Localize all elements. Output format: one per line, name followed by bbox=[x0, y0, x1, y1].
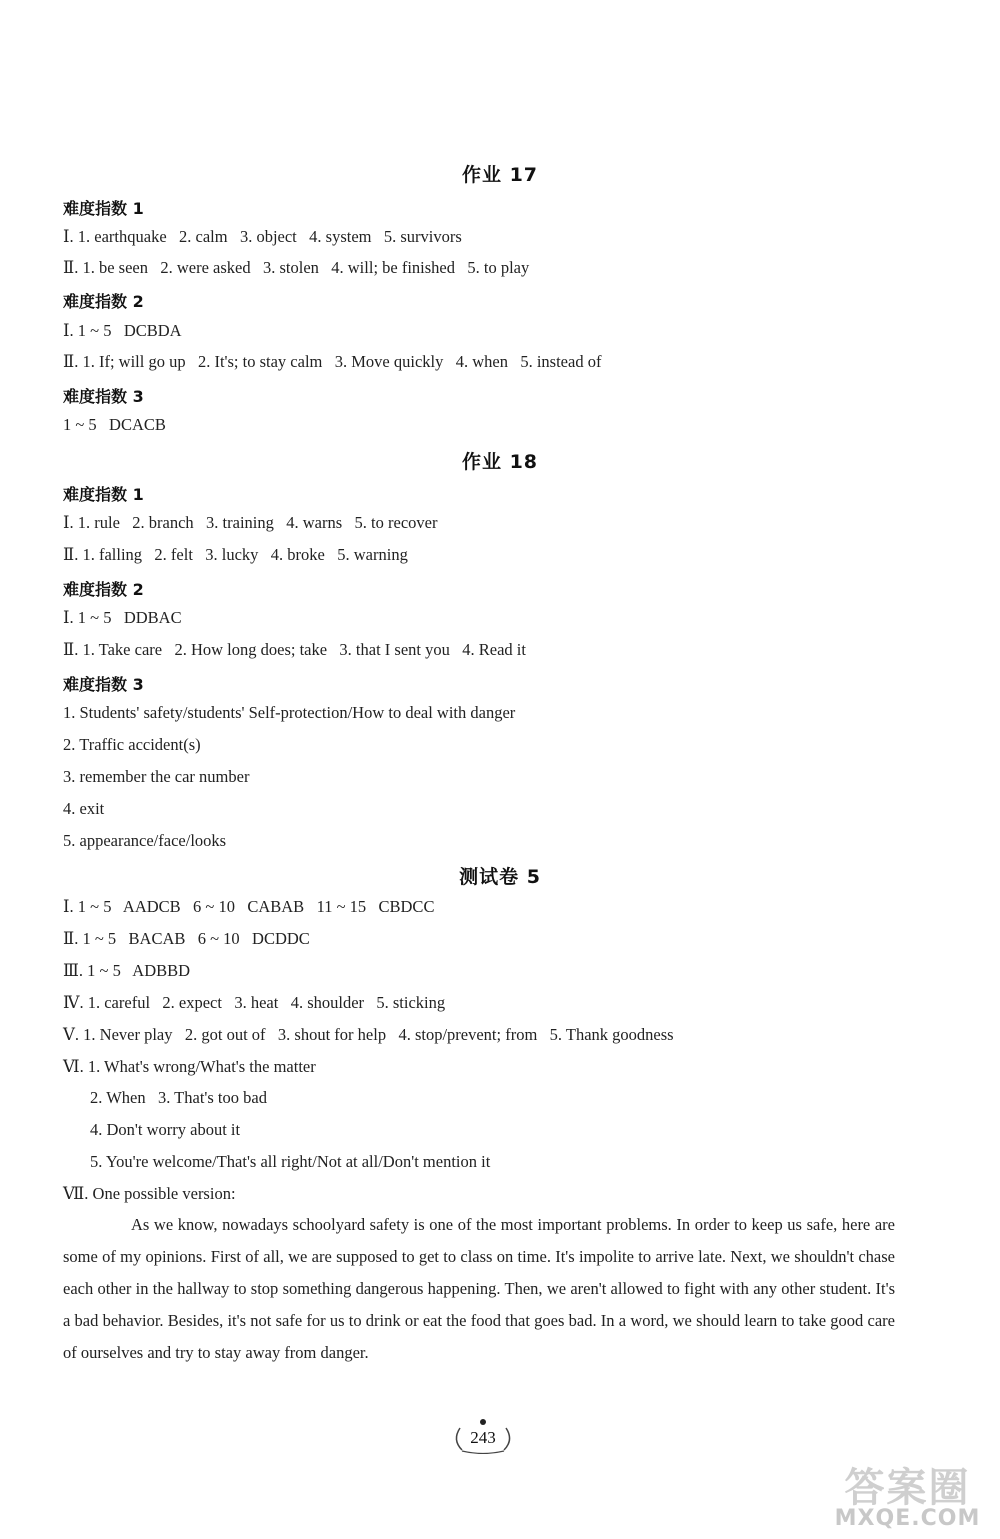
answer-line: Ⅰ. 1 ~ 5 AADCB 6 ~ 10 CABAB 11 ~ 15 CBDCC bbox=[63, 897, 435, 916]
answer-line: 5. You're welcome/That's all right/Not at all/Don't mention it bbox=[90, 1152, 491, 1171]
difficulty-level-label: 难度指数 2 bbox=[63, 292, 144, 311]
writing-label: Ⅶ. One possible version: bbox=[63, 1184, 236, 1203]
answer-line: Ⅵ. 1. What's wrong/What's the matter bbox=[63, 1057, 316, 1076]
answer-line: 2. Traffic accident(s) bbox=[63, 735, 201, 754]
answer-line: Ⅰ. 1. rule 2. branch 3. training 4. warns 5. to recover bbox=[63, 513, 438, 532]
page-number: 243 bbox=[470, 1428, 496, 1447]
answer-line: 3. remember the car number bbox=[63, 767, 250, 786]
answer-line: 4. Don't worry about it bbox=[90, 1120, 241, 1139]
section-title-homework-17: 作业 17 bbox=[461, 164, 539, 186]
answer-line: Ⅱ. 1 ~ 5 BACAB 6 ~ 10 DCDDC bbox=[63, 929, 310, 948]
difficulty-level-label: 难度指数 1 bbox=[63, 199, 144, 218]
section-title-homework-18: 作业 18 bbox=[461, 451, 539, 473]
difficulty-level-label: 难度指数 2 bbox=[63, 580, 144, 599]
answer-line: 1 ~ 5 DCACB bbox=[63, 415, 166, 434]
essay-text: As we know, nowadays schoolyard safety is one of the most important problems. In order to keep us safe, here are some of my opinions. First of all, we are supposed to get to class on time. It's impolite to arrive late. Next, we shouldn't chase each other in the hallway to stop something dangerous happening. Then, we aren't allowed to fight with any other student. It's a bad behavior. Besides, it's not safe for us to drink or eat the food that goes bad. In a word, we should learn to take good care of ourselves and try to stay away from danger. bbox=[63, 1215, 895, 1362]
answer-line: 5. appearance/face/looks bbox=[63, 831, 227, 850]
answer-line: Ⅰ. 1 ~ 5 DCBDA bbox=[63, 321, 182, 340]
difficulty-level-label: 难度指数 3 bbox=[63, 675, 144, 694]
answer-line: 4. exit bbox=[63, 799, 105, 818]
sample-essay bbox=[63, 1209, 895, 1369]
answer-line: Ⅲ. 1 ~ 5 ADBBD bbox=[63, 961, 191, 980]
section-title-test-5: 测试卷 5 bbox=[459, 866, 541, 888]
difficulty-level-label: 难度指数 1 bbox=[63, 485, 144, 504]
answer-line: Ⅱ. 1. falling 2. felt 3. lucky 4. broke 5. warning bbox=[63, 545, 408, 564]
answer-line: Ⅱ. 1. Take care 2. How long does; take 3. that I sent you 4. Read it bbox=[63, 640, 526, 659]
difficulty-level-label: 难度指数 3 bbox=[63, 387, 144, 406]
watermark-logo-text: 答案圈 bbox=[844, 1465, 971, 1511]
site-watermark bbox=[820, 1456, 995, 1534]
answer-line: 1. Students' safety/students' Self-protection/How to deal with danger bbox=[63, 703, 516, 722]
answer-line: Ⅳ. 1. careful 2. expect 3. heat 4. shoulder 5. sticking bbox=[63, 993, 446, 1012]
answer-line: 2. When 3. That's too bad bbox=[90, 1088, 267, 1107]
answer-line: Ⅴ. 1. Never play 2. got out of 3. shout for help 4. stop/prevent; from 5. Thank goodness bbox=[63, 1025, 674, 1044]
page-number-badge bbox=[450, 1418, 516, 1454]
answer-line: Ⅰ. 1 ~ 5 DDBAC bbox=[63, 608, 182, 627]
answer-line: Ⅱ. 1. If; will go up 2. It's; to stay calm 3. Move quickly 4. when 5. instead of bbox=[63, 352, 602, 371]
watermark-domain: MXQE.COM bbox=[834, 1506, 981, 1531]
answer-line: Ⅱ. 1. be seen 2. were asked 3. stolen 4. will; be finished 5. to play bbox=[63, 258, 530, 277]
answer-line: Ⅰ. 1. earthquake 2. calm 3. object 4. system 5. survivors bbox=[63, 227, 462, 246]
